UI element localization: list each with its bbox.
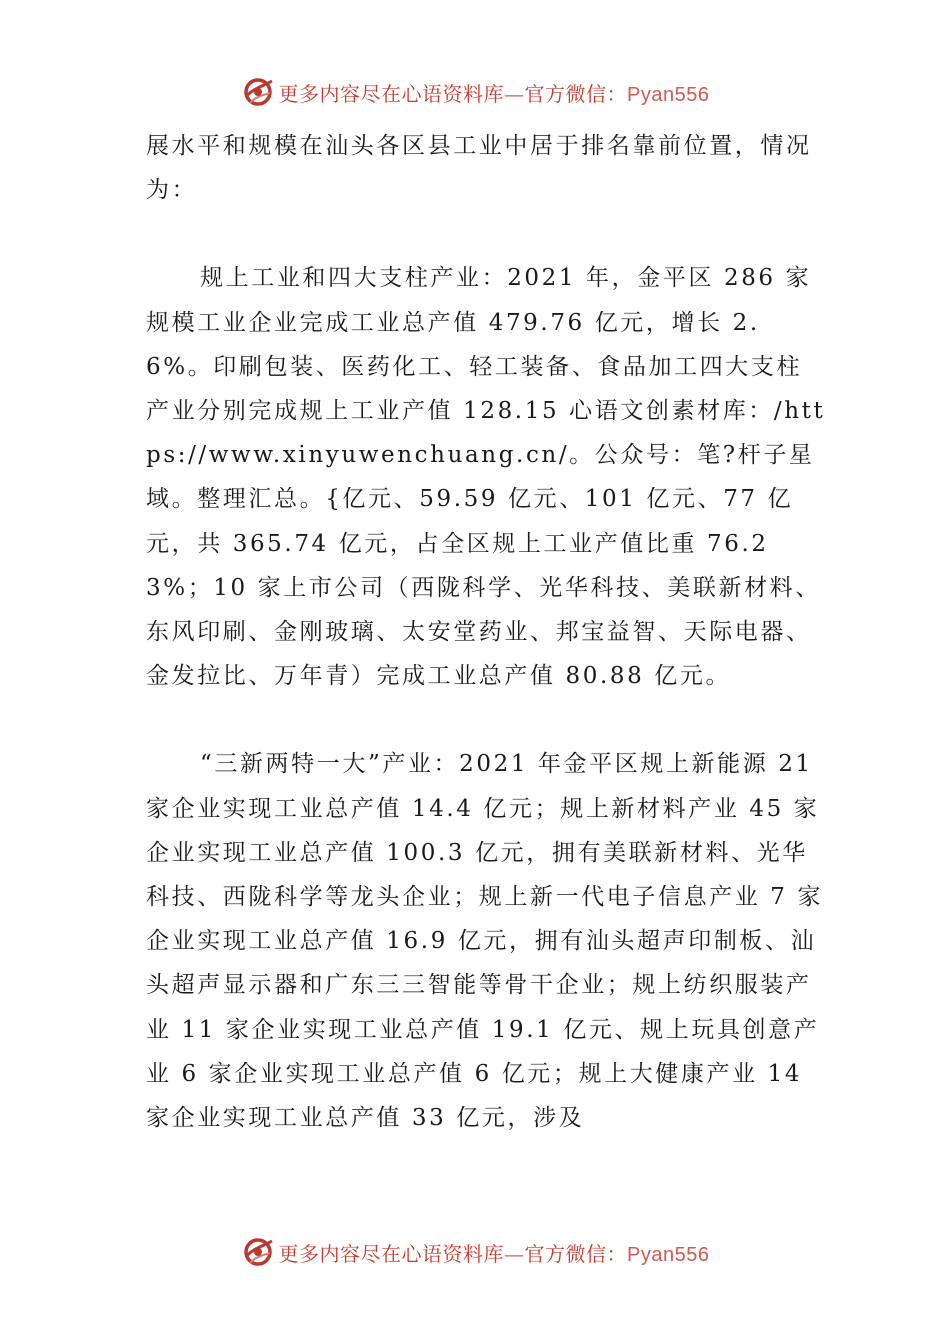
wechat-id: Pyan556 — [627, 1243, 710, 1266]
footer-watermark-banner — [0, 1230, 950, 1274]
banner-dash: — — [504, 1241, 525, 1266]
promo-text: 更多内容尽在心语资料库 — [278, 1241, 505, 1266]
banner-dash: — — [504, 81, 525, 106]
wechat-label: 官方微信： — [524, 1241, 628, 1266]
wechat-id: Pyan556 — [627, 83, 710, 106]
banner-text — [279, 78, 710, 107]
promo-text: 更多内容尽在心语资料库 — [278, 81, 505, 106]
paragraph-pillar-industries: 规上工业和四大支柱产业：2021 年，金平区 286 家规模工业企业完成工业总产值 479.76 亿元，增长 2.6%。印刷包装、医药化工、轻工装备、食品加工四大支柱产业分别完成规上工业产值 128.15 心语文创素材库：/https://www.xinyuwenchuang.cn/。公众号：笔?杆子星域。整理汇总。{亿元、59.59 亿元、101 亿元、77 亿元，共 365.74 亿元，占全区规上工业产值比重 76.23%；10 家上市公司（西陇科学、光华科技、美联新材料、东风印刷、金刚玻璃、太安堂药业、邦宝益智、天际电器、金发拉比、万年青）完成工业总产值 80.88 亿元。 — [146, 265, 826, 690]
banner-text — [279, 1238, 710, 1267]
document-body — [146, 124, 826, 1140]
brand-logo-icon — [241, 75, 275, 109]
paragraph-continuation: 展水平和规模在汕头各区县工业中居于排名靠前位置，情况为： — [146, 133, 812, 204]
paragraph-new-industries: “三新两特一大”产业：2021 年金平区规上新能源 21 家企业实现工业总产值 14.4 亿元；规上新材料产业 45 家企业实现工业总产值 100.3 亿元，拥有美联新材料、光华科技、西陇科学等龙头企业；规上新一代电子信息产业 7 家企业实现工业总产值 16.9 亿元，拥有汕头超声印制板、汕头超声显示器和广东三三智能等骨干企业；规上纺织服装产业 11 家企业实现工业总产值 19.1 亿元、规上玩具创意产业 6 家企业实现工业总产值 6 亿元；规上大健康产业 14 家企业实现工业总产值 33 亿元，涉及 — [146, 751, 824, 1132]
brand-logo-icon — [241, 1235, 275, 1269]
header-watermark-banner — [0, 70, 950, 114]
wechat-label: 官方微信： — [524, 81, 628, 106]
